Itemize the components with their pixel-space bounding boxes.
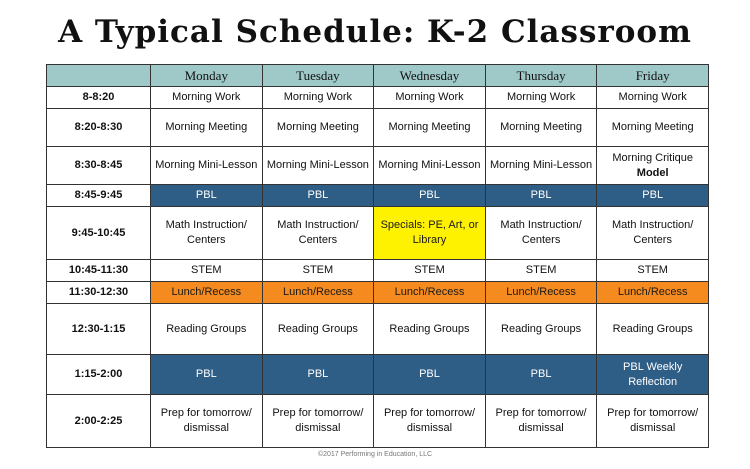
schedule-cell: Reading Groups	[262, 304, 374, 355]
pbl-cell: PBL	[262, 185, 374, 207]
schedule-cell: Morning Work	[262, 87, 374, 109]
day-header-friday: Friday	[597, 65, 709, 87]
pbl-reflection-cell: PBL Weekly Reflection	[597, 355, 709, 395]
schedule-cell: Reading Groups	[485, 304, 597, 355]
pbl-cell: PBL	[597, 185, 709, 207]
schedule-cell: STEM	[597, 260, 709, 282]
pbl-cell: PBL	[151, 185, 263, 207]
schedule-cell: Math Instruction/ Centers	[597, 207, 709, 260]
header-row	[47, 65, 709, 87]
schedule-cell: Prep for tomorrow/ dismissal	[262, 395, 374, 448]
lunch-cell: Lunch/Recess	[597, 282, 709, 304]
table-row	[47, 260, 709, 282]
schedule-cell: Morning Mini-Lesson	[374, 147, 486, 185]
schedule-cell: Prep for tomorrow/ dismissal	[485, 395, 597, 448]
schedule-cell: Prep for tomorrow/ dismissal	[374, 395, 486, 448]
pbl-cell: PBL	[151, 355, 263, 395]
schedule-cell: STEM	[374, 260, 486, 282]
schedule-cell: Morning Meeting	[374, 109, 486, 147]
table-row	[47, 87, 709, 109]
schedule-cell: STEM	[151, 260, 263, 282]
schedule-cell: Morning Meeting	[262, 109, 374, 147]
day-header-monday: Monday	[151, 65, 263, 87]
schedule-cell-friday	[597, 147, 709, 185]
day-header-wednesday: Wednesday	[374, 65, 486, 87]
pbl-cell: PBL	[374, 355, 486, 395]
lunch-cell: Lunch/Recess	[374, 282, 486, 304]
schedule-cell: Morning Mini-Lesson	[485, 147, 597, 185]
schedule-cell: Morning Work	[597, 87, 709, 109]
pbl-cell: PBL	[262, 355, 374, 395]
schedule-cell: Reading Groups	[597, 304, 709, 355]
schedule-cell: Math Instruction/ Centers	[485, 207, 597, 260]
schedule-cell: Prep for tomorrow/ dismissal	[151, 395, 263, 448]
schedule-cell: Morning Meeting	[151, 109, 263, 147]
cell-emphasis: Model	[636, 166, 669, 179]
time-cell: 12:30-1:15	[47, 304, 151, 355]
day-header-thursday: Thursday	[485, 65, 597, 87]
cell-text: Morning Critique	[612, 151, 694, 164]
specials-cell: Specials: PE, Art, or Library	[374, 207, 486, 260]
schedule-cell: Morning Mini-Lesson	[262, 147, 374, 185]
table-row	[47, 109, 709, 147]
table-row	[47, 395, 709, 448]
table-row	[47, 185, 709, 207]
schedule-cell: Reading Groups	[151, 304, 263, 355]
schedule-cell: Morning Work	[151, 87, 263, 109]
lunch-cell: Lunch/Recess	[151, 282, 263, 304]
pbl-cell: PBL	[374, 185, 486, 207]
day-header-tuesday: Tuesday	[262, 65, 374, 87]
time-cell: 1:15-2:00	[47, 355, 151, 395]
schedule-cell: STEM	[485, 260, 597, 282]
table-row	[47, 147, 709, 185]
table-row	[47, 355, 709, 395]
time-cell: 11:30-12:30	[47, 282, 151, 304]
copyright-footer: ©2017 Performing in Education, LLC	[317, 451, 433, 458]
schedule-cell: Math Instruction/ Centers	[151, 207, 263, 260]
table-row	[47, 282, 709, 304]
schedule-cell: Morning Meeting	[485, 109, 597, 147]
schedule-cell: Morning Meeting	[597, 109, 709, 147]
table-row	[47, 304, 709, 355]
time-cell: 8:45-9:45	[47, 185, 151, 207]
time-cell: 10:45-11:30	[47, 260, 151, 282]
schedule-cell: Prep for tomorrow/ dismissal	[597, 395, 709, 448]
lunch-cell: Lunch/Recess	[485, 282, 597, 304]
schedule-cell: STEM	[262, 260, 374, 282]
lunch-cell: Lunch/Recess	[262, 282, 374, 304]
corner-cell	[47, 65, 151, 87]
time-cell: 9:45-10:45	[47, 207, 151, 260]
schedule-cell: Morning Work	[485, 87, 597, 109]
schedule-cell: Morning Mini-Lesson	[151, 147, 263, 185]
pbl-cell: PBL	[485, 185, 597, 207]
schedule-cell: Morning Work	[374, 87, 486, 109]
time-cell: 8-8:20	[47, 87, 151, 109]
pbl-cell: PBL	[485, 355, 597, 395]
time-cell: 8:30-8:45	[47, 147, 151, 185]
table-row	[47, 207, 709, 260]
schedule-cell: Reading Groups	[374, 304, 486, 355]
time-cell: 8:20-8:30	[47, 109, 151, 147]
schedule-cell: Math Instruction/ Centers	[262, 207, 374, 260]
time-cell: 2:00-2:25	[47, 395, 151, 448]
page-title: A Typical Schedule: K-2 Classroom	[58, 14, 692, 50]
schedule-table	[46, 64, 709, 448]
